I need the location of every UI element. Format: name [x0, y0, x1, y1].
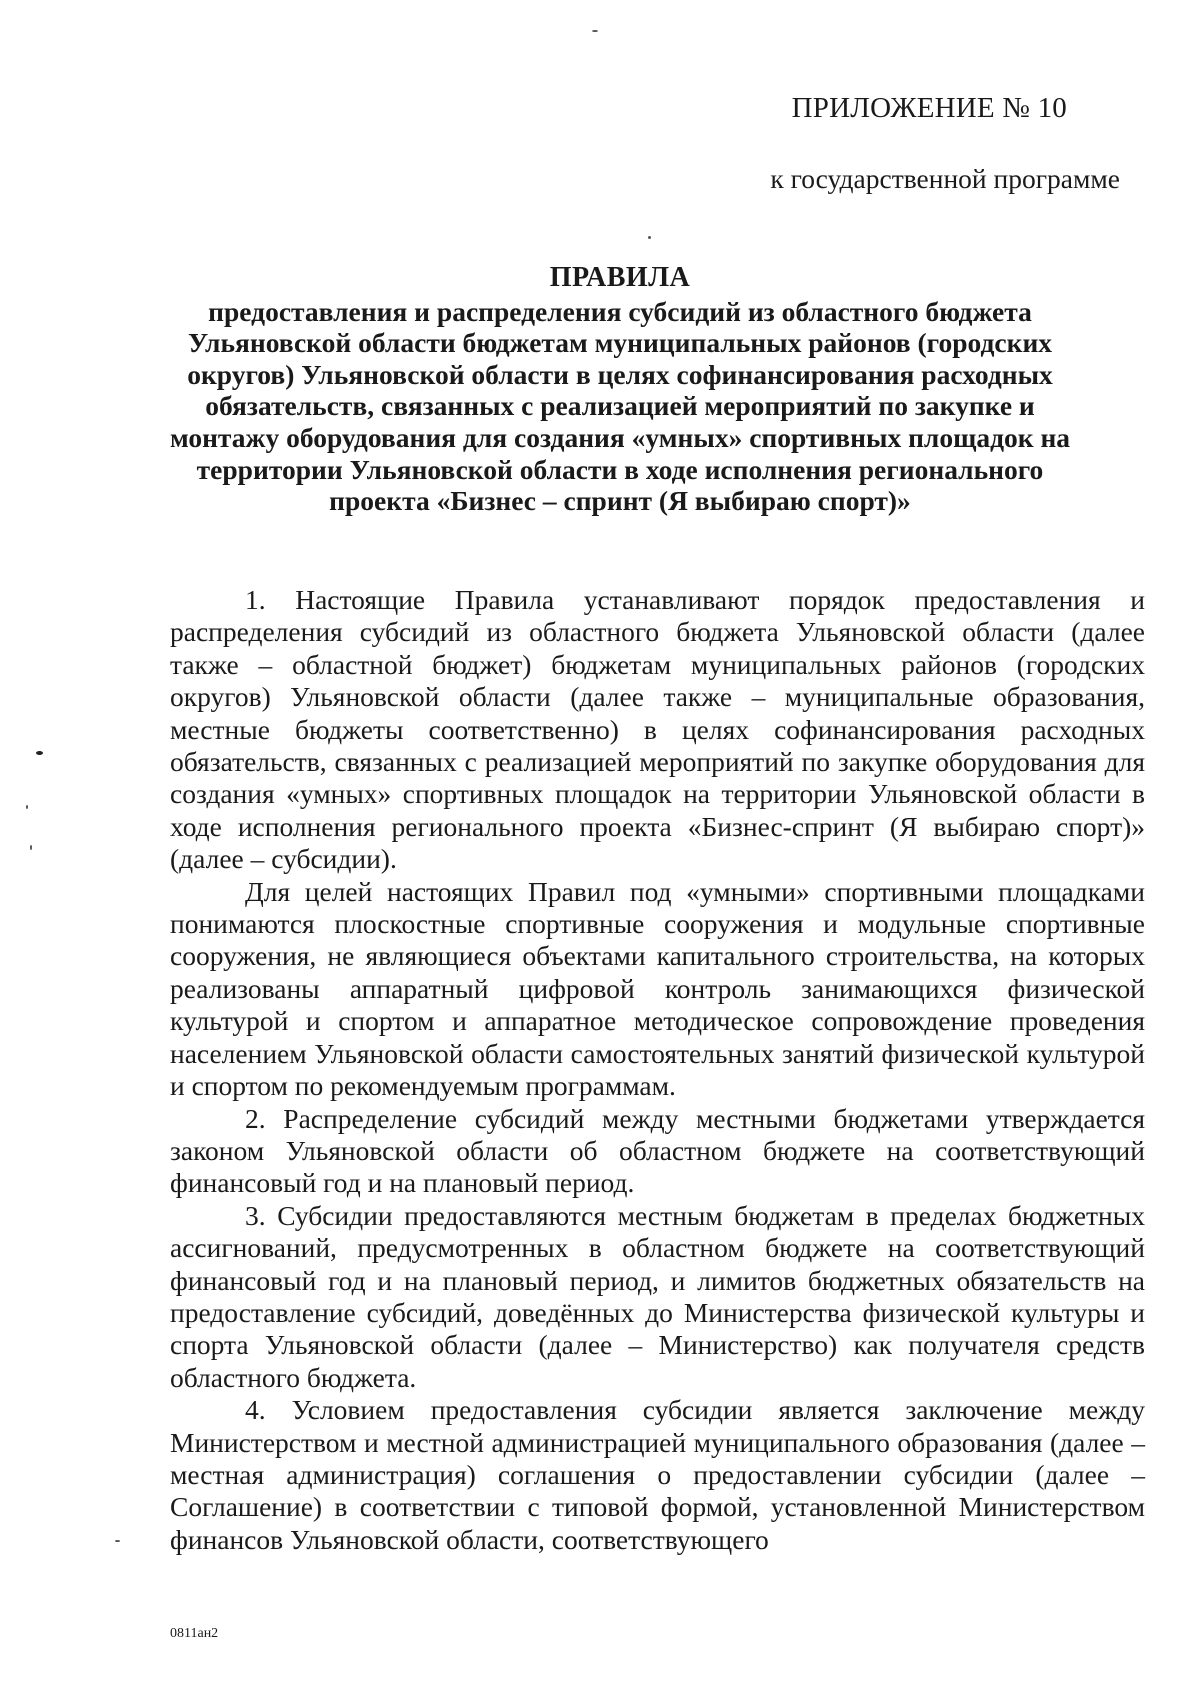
- document-body: [170, 584, 1145, 1556]
- paragraph-3: 3. Субсидии предоставляются местным бюджетам в пределах бюджетных ассигнований, предусмотренных в областном бюджете на соответствующий финансовый год и на плановый период, и лимитов бюджетных обязательств на предоставление субсидий, доведённых до Министерства физической культуры и спорта Ульяновской области (далее – Министерство) как получателя средств областного бюджета.: [170, 1199, 1145, 1393]
- appendix-title: ПРИЛОЖЕНИЕ № 10: [791, 92, 1067, 124]
- document-title: ПРАВИЛА: [549, 262, 691, 293]
- scan-speck: [30, 845, 32, 850]
- document-heading: [150, 262, 1090, 517]
- document-subtitle: предоставления и распределения субсидий из областного бюджета Ульяновской области бюджетам муниципальных районов (городских округов) Ульяновской области в целях софинансирования расходных обязательств, связанных с реализацией мероприятий по закупке и монтажу оборудования для создания «умных» спортивных площадок на территории Ульяновской области в ходе исполнения регионального проекта «Бизнес – спринт (Я выбираю спорт)»: [169, 295, 1071, 517]
- paragraph-4: 4. Условием предоставления субсидии является заключение между Министерством и местной администрацией муниципального образования (далее – местная администрация) соглашения о предоставлении субсидии (далее – Соглашение) в соответствии с типовой формой, установленной Министерством финансов Ульяновской области, соответствующего: [170, 1394, 1145, 1555]
- appendix-subtitle: к государственной программе: [770, 163, 1120, 194]
- paragraph-1-definition: Для целей настоящих Правил под «умными» спортивными площадками понимаются плоскостные спортивные сооружения и модульные спортивные сооружения, не являющиеся объектами капитального строительства, на которых реализованы аппаратный цифровой контроль занимающихся физической культурой и спортом и аппаратное методическое сопровождение проведения населением Ульяновской области самостоятельных занятий физической культурой и спортом по рекомендуемым программам.: [170, 875, 1145, 1102]
- scan-speck: [115, 1540, 120, 1542]
- paragraph-1: 1. Настоящие Правила устанавливают порядок предоставления и распределения субсидий из областного бюджета Ульяновской области (далее также – областной бюджет) бюджетам муниципальных районов (городских округов) Ульяновской области (далее также – муниципальные образования, местные бюджеты соответственно) в целях софинансирования расходных обязательств, связанных с реализацией мероприятий по закупке оборудования для создания «умных» спортивных площадок на территории Ульяновской области в ходе исполнения регионального проекта «Бизнес-спринт (Я выбираю спорт)» (далее – субсидии).: [170, 584, 1145, 875]
- paragraph-2: 2. Распределение субсидий между местными бюджетами утверждается законом Ульяновской области об областном бюджете на соответствующий финансовый год и на плановый период.: [170, 1102, 1145, 1199]
- scan-speck: [26, 805, 28, 809]
- scan-speck: [648, 236, 651, 239]
- footer-code: 0811ан2: [170, 1626, 219, 1641]
- scan-speck: [36, 751, 43, 755]
- scan-speck: [592, 30, 598, 32]
